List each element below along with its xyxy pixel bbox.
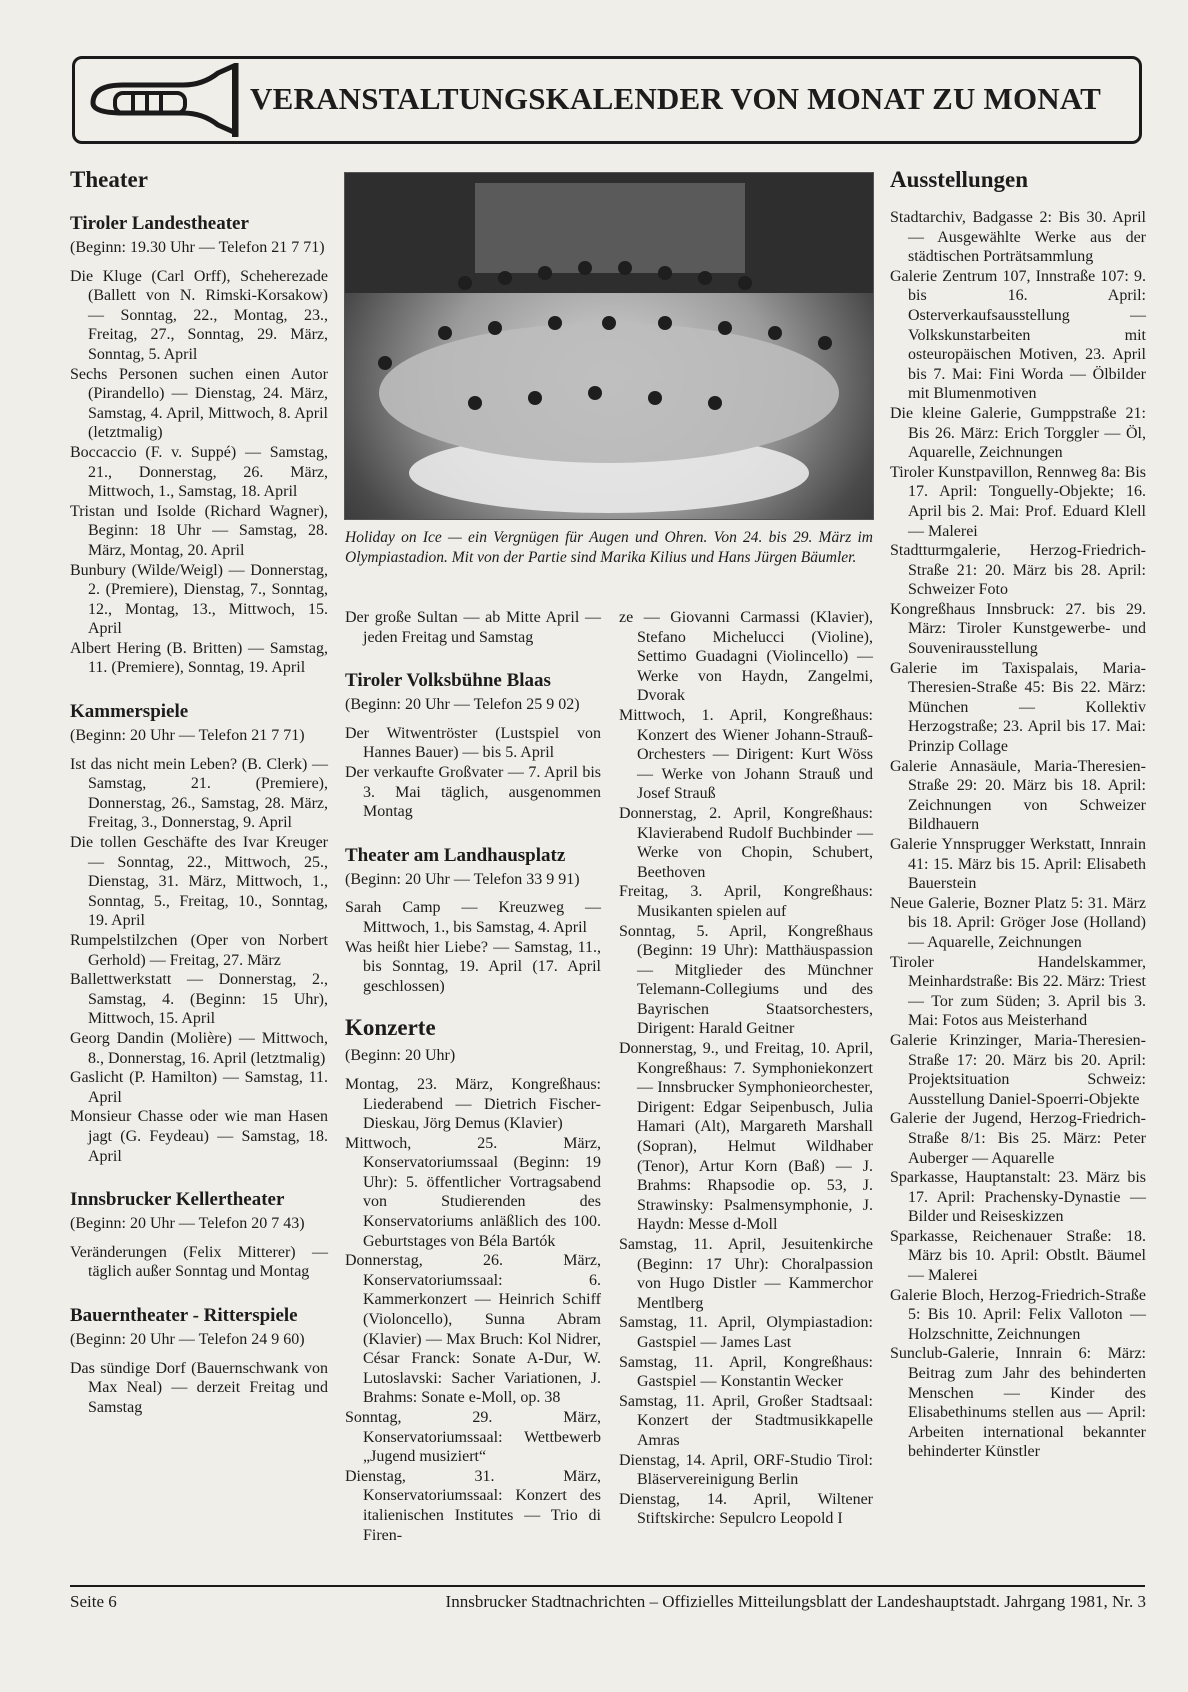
- venue-title: Innsbrucker Kellertheater: [70, 1189, 285, 1211]
- event-entry: Georg Dandin (Molière) — Mittwoch, 8., Donnerstag, 16. April (letztmalig): [70, 1029, 328, 1067]
- venue-title: Tiroler Volksbühne Blaas: [345, 670, 551, 692]
- venue-title: Kammerspiele: [70, 701, 189, 723]
- concert-entry: Mittwoch, 25. März, Konservatoriumssaal (Beginn: 19 Uhr): 5. öffentlicher Vortragsabend von Studierenden des Konservatoriums anläßlich des 100. Geburtstages von Béla Bartók: [345, 1134, 601, 1250]
- concert-entry: Samstag, 11. April, Kongreßhaus: Gastspiel — Konstantin Wecker: [619, 1353, 873, 1391]
- column-ausstellungen: [890, 166, 1146, 1462]
- concert-entry: Montag, 23. März, Kongreßhaus: Liederabend — Dietrich Fischer-Dieskau, Jörg Demus (Klavier): [345, 1075, 601, 1133]
- venue-section: [70, 1188, 328, 1282]
- exhibition-entry: Kongreßhaus Innsbruck: 27. bis 29. März: Tiroler Kunstgewerbe- und Souvenirausstellung: [890, 600, 1146, 658]
- venue-info: (Beginn: 20 Uhr — Telefon 24 9 60): [70, 1330, 305, 1348]
- exhibition-entry: Stadtturmgalerie, Herzog-Friedrich-Straße 21: 20. März bis 28. April: Schweizer Foto: [890, 542, 1146, 599]
- event-entry: Der große Sultan — ab Mitte April — jeden Freitag und Samstag: [345, 609, 601, 646]
- venue-info: (Beginn: 20 Uhr — Telefon 21 7 71): [70, 727, 305, 745]
- event-entry: Der Witwentröster (Lustspiel von Hannes Bauer) — bis 5. April: [345, 724, 601, 762]
- exhibition-entry: Tiroler Handelskammer, Meinhardstraße: Bis 22. März: Triest — Tor zum Süden; 3. April bis 3. Mai: Fotos aus Meisterhand: [890, 953, 1146, 1030]
- concert-entry: ze — Giovanni Carmassi (Klavier), Stefano Michelucci (Violine), Settimo Guadagni (Violincello) — Werke von Haydn, Zangelmi, Dvorak: [619, 609, 873, 705]
- page-number: Seite 6: [70, 1592, 117, 1611]
- calendar-header: [72, 56, 1142, 144]
- column-theater-continued: [345, 608, 601, 1545]
- exhibition-entry: Galerie Bloch, Herzog-Friedrich-Straße 5: Bis 10. April: Felix Valloton — Holzschnitte, Zeichnungen: [890, 1286, 1146, 1343]
- event-entry: Ist das nicht mein Leben? (B. Clerk) — Samstag, 21. (Premiere), Donnerstag, 26., Samstag, 28. März, Freitag, 3., Donnerstag, 9. April: [70, 755, 328, 832]
- venue-section: [70, 1304, 328, 1417]
- event-entry: Was heißt hier Liebe? — Samstag, 11., bis Sonntag, 19. April (17. April geschlossen): [345, 938, 601, 995]
- page-title: VERANSTALTUNGSKALENDER VON MONAT ZU MONAT: [250, 81, 1102, 116]
- concert-entry: Donnerstag, 2. April, Kongreßhaus: Klavierabend Rudolf Buchbinder — Werke von Chopin, Schubert, Beethoven: [619, 804, 873, 881]
- venue-info: (Beginn: 20 Uhr — Telefon 25 9 02): [345, 696, 580, 714]
- exhibition-entry: Stadtarchiv, Badgasse 2: Bis 30. April — Ausgewählte Werke aus der städtischen Porträtsammlung: [890, 209, 1146, 266]
- event-entry: Der verkaufte Großvater — 7. April bis 3. Mai täglich, ausgenommen Montag: [345, 763, 601, 821]
- event-entry: Boccaccio (F. v. Suppé) — Samstag, 21., Donnerstag, 26. März, Mittwoch, 1., Samstag, 18. April: [70, 443, 328, 501]
- venue-section: [345, 669, 601, 822]
- venue-section: [345, 844, 601, 997]
- concert-entry: Sonntag, 5. April, Kongreßhaus (Beginn: 19 Uhr): Matthäuspassion — Mitglieder des Münchner Telemann-Collegiums und des Bayrischen Staatsorchesters, Dirigent: Harald Geitner: [619, 922, 873, 1038]
- event-entry: Rumpelstilzchen (Oper von Norbert Gerhold) — Freitag, 27. März: [70, 932, 328, 969]
- concert-entry: Donnerstag, 9., und Freitag, 10. April, Kongreßhaus: 7. Symphoniekonzert — Innsbrucker Symphonieorchester, Dirigent: Edgar Seipenbusch, Julia Hamari (Alt), Margareth Marshall (Sopran), Helmut Wildhaber (Tenor), Artur Korn (Baß) — J. Brahms: Rhapsodie op. 53, J. Strawinsky: Psalmensymphonie, J. Haydn: Messe d-Moll: [619, 1040, 873, 1234]
- exhibition-entry: Tiroler Kunstpavillon, Rennweg 8a: Bis 17. April: Tonguelly-Objekte; 16. April bis 2. Mai: Prof. Eduard Klell — Malerei: [890, 463, 1146, 540]
- venue-section: [345, 608, 601, 647]
- publication-line: Innsbrucker Stadtnachrichten – Offizielles Mitteilungsblatt der Landeshauptstadt. Jahrgang 1981, Nr. 3: [445, 1592, 1146, 1611]
- concert-entry: Samstag, 11. April, Jesuitenkirche (Beginn: 17 Uhr): Choralpassion von Hugo Distler — Kammerchor Mentlberg: [619, 1236, 873, 1312]
- exhibition-entry: Galerie Annasäule, Maria-Theresien-Straße 29: 20. März bis 18. April: Zeichnungen von Schweizer Bildhauern: [890, 757, 1146, 834]
- event-entry: Das sündige Dorf (Bauernschwank von Max Neal) — derzeit Freitag und Samstag: [70, 1359, 328, 1416]
- exhibition-entry: Galerie Ynnsprugger Werkstatt, Innrain 41: 15. März bis 15. April: Elisabeth Bauerstein: [890, 836, 1146, 893]
- section-heading-theater: Theater: [70, 167, 148, 192]
- section-heading-ausstellungen: Ausstellungen: [890, 167, 1029, 192]
- event-entry: Sarah Camp — Kreuzweg — Mittwoch, 1., bis Samstag, 4. April: [345, 899, 601, 936]
- exhibition-entry: Die kleine Galerie, Gumppstraße 21: Bis 26. März: Erich Torggler — Öl, Aquarelle, Zeichnungen: [890, 404, 1146, 462]
- event-entry: Sechs Personen suchen einen Autor (Pirandello) — Dienstag, 24. März, Samstag, 4. April, Mittwoch, 8. April (letztmalig): [70, 365, 328, 442]
- exhibition-entry: Galerie im Taxispalais, Maria-Theresien-Straße 45: Bis 22. März: München — Kollektiv Herzogstraße; 23. April bis 17. Mai: Prinzip Collage: [890, 659, 1146, 756]
- exhibition-entry: Galerie Zentrum 107, Innstraße 107: 9. bis 16. April: Osterverkaufsausstellung — Volkskunstarbeiten mit osteuropäischen Motiven, 23. April bis 7. Mai: Fini Worda — Ölbilder mit Blumenmotiven: [890, 267, 1146, 403]
- event-entry: Tristan und Isolde (Richard Wagner), Beginn: 18 Uhr — Samstag, 28. März, Montag, 20. April: [70, 502, 328, 559]
- exhibition-entry: Sparkasse, Hauptanstalt: 23. März bis 17. April: Prachensky-Dynastie — Bilder und Reiseskizzen: [890, 1169, 1146, 1226]
- footer-rule: [70, 1585, 1145, 1587]
- venue-info: (Beginn: 19.30 Uhr — Telefon 21 7 71): [70, 239, 325, 256]
- event-entry: Die Kluge (Carl Orff), Scheherezade (Ballett von N. Rimski-Korsakow) — Sonntag, 22., Montag, 23., Freitag, 27., Sonntag, 29. März, Sonntag, 5. April: [70, 267, 328, 363]
- concert-entry: Dienstag, 14. April, Wiltener Stiftskirche: Sepulcro Leopold I: [619, 1490, 873, 1528]
- concert-entry: Sonntag, 29. März, Konservatoriumssaal: Wettbewerb „Jugend musiziert“: [345, 1409, 601, 1466]
- venue-title: Theater am Landhausplatz: [345, 844, 566, 866]
- column-theater: [70, 166, 328, 1439]
- concert-entry: Dienstag, 14. April, ORF-Studio Tirol: Bläservereinigung Berlin: [619, 1451, 873, 1489]
- venue-section: [70, 212, 328, 678]
- exhibition-entry: Sparkasse, Reichenauer Straße: 18. März bis 10. April: Obstlt. Bäumel — Malerei: [890, 1227, 1146, 1285]
- venue-title: Bauerntheater - Ritterspiele: [70, 1304, 298, 1326]
- event-entry: Gaslicht (P. Hamilton) — Samstag, 11. April: [70, 1069, 328, 1106]
- concert-entry: Freitag, 3. April, Kongreßhaus: Musikanten spielen auf: [619, 883, 873, 920]
- venue-title: Tiroler Landestheater: [70, 213, 249, 234]
- konzerte-info: (Beginn: 20 Uhr): [345, 1047, 456, 1065]
- exhibition-entry: Galerie Krinzinger, Maria-Theresien-Straße 17: 20. März bis 20. April: Projektsituation Schweiz: Ausstellung Daniel-Spoerri-Objekte: [890, 1031, 1146, 1108]
- exhibition-entry: Galerie der Jugend, Herzog-Friedrich-Straße 8/1: Bis 25. März: Peter Auberger — Aquarelle: [890, 1110, 1146, 1167]
- concert-entry: Samstag, 11. April, Olympiastadion: Gastspiel — James Last: [619, 1314, 873, 1351]
- venue-info: (Beginn: 20 Uhr — Telefon 33 9 91): [345, 870, 580, 888]
- concert-entry: Dienstag, 31. März, Konservatoriumssaal: Konzert des italienischen Institutes — Trio di Firen-: [345, 1467, 601, 1544]
- concert-entry: Donnerstag, 26. März, Konservatoriumssaal: 6. Kammerkonzert — Heinrich Schiff (Violoncello), Sunna Abram (Klavier) — Max Bruch: Kol Nidrer, César Franck: Sonate A-Dur, W. Lutoslavski: Sacher Variationen, J. Brahms: Sonate e-Moll, op. 38: [345, 1252, 601, 1407]
- venue-info: (Beginn: 20 Uhr — Telefon 20 7 43): [70, 1215, 305, 1233]
- exhibition-entry: Neue Galerie, Bozner Platz 5: 31. März bis 18. April: Gröger Jose (Holland) — Aquarelle, Zeichnungen: [890, 894, 1146, 951]
- concert-entry: Mittwoch, 1. April, Kongreßhaus: Konzert des Wiener Johann-Strauß-Orchesters — Dirigent: Kurt Wöss — Werke von Johann Strauß und Josef Strauß: [619, 706, 873, 803]
- event-entry: Ballettwerkstatt — Donnerstag, 2., Samstag, 4. (Beginn: 15 Uhr), Mittwoch, 15. April: [70, 971, 328, 1028]
- photo-holiday-on-ice: [344, 172, 874, 520]
- tuba-horn-icon: [85, 63, 245, 139]
- venue-section: [70, 700, 328, 1166]
- event-entry: Die tollen Geschäfte des Ivar Kreuger — Sonntag, 22., Mittwoch, 25., Dienstag, 31. März, Mittwoch, 1., Sonntag, 5., Freitag, 10., Sonntag, 19. April: [70, 834, 328, 930]
- concert-entry: Samstag, 11. April, Großer Stadtsaal: Konzert der Stadtmusikkapelle Amras: [619, 1392, 873, 1449]
- event-entry: Veränderungen (Felix Mitterer) — täglich außer Sonntag und Montag: [70, 1243, 328, 1281]
- event-entry: Bunbury (Wilde/Weigl) — Donnerstag, 2. (Premiere), Dienstag, 7., Sonntag, 12., Montag, 13., Mittwoch, 15. April: [70, 561, 328, 638]
- photo-caption: Holiday on Ice — ein Vergnügen für Augen und Ohren. Von 24. bis 29. März im Olympiastadion. Mit von der Partie sind Marika Kilius und Hans Jürgen Bäumler.: [345, 529, 873, 566]
- ensemble-photo-image: [345, 173, 873, 519]
- column-konzerte-continued: [619, 608, 873, 1529]
- event-entry: Monsieur Chasse oder wie man Hasen jagt (G. Feydeau) — Samstag, 18. April: [70, 1108, 328, 1165]
- event-entry: Albert Hering (B. Britten) — Samstag, 11. (Premiere), Sonntag, 19. April: [70, 639, 328, 677]
- section-heading-konzerte: Konzerte: [345, 1015, 436, 1041]
- exhibition-entry: Sunclub-Galerie, Innrain 6: März: Beitrag zum Jahr des behinderten Menschen — Kinder des Elisabethinums stellen aus — April: Arbeiten international bekannter behinderter Künstler: [890, 1345, 1146, 1461]
